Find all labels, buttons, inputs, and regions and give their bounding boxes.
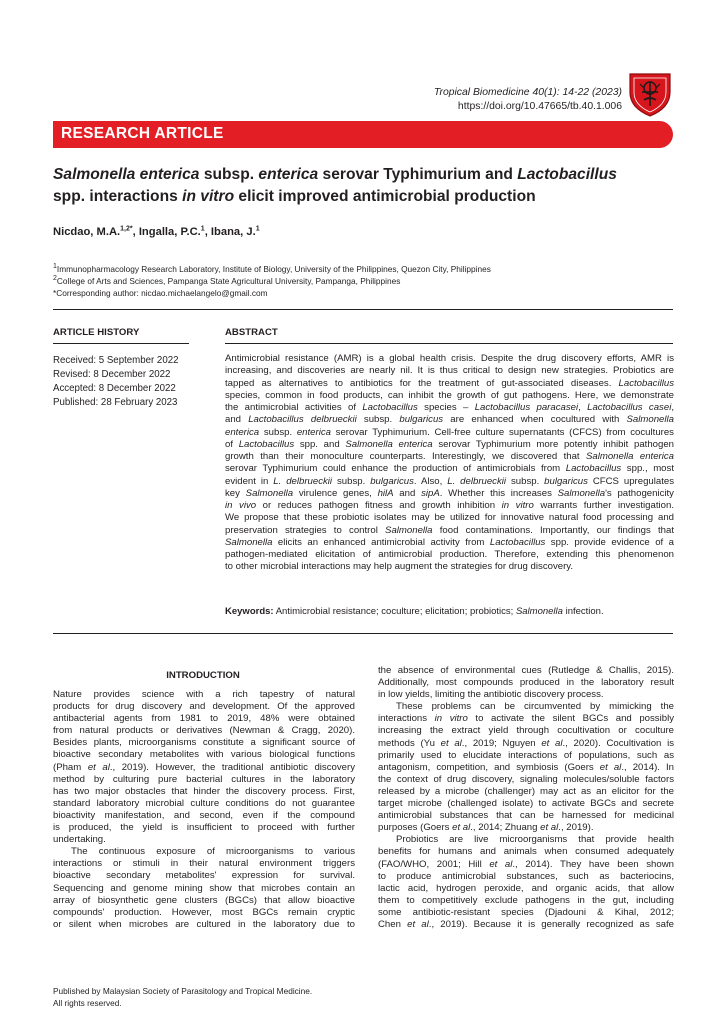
body-line: [378, 919, 674, 931]
body-line: interactions or stimuli in their natural environment triggers: [53, 858, 355, 870]
text-run: Salmonella: [385, 524, 433, 536]
abstract-line: [225, 402, 674, 414]
history-accepted: Accepted: 8 December 2022: [53, 383, 176, 394]
body-line: them to competitively exclude pathogens in the gut, including: [378, 894, 674, 906]
text-run: subsp.: [506, 475, 545, 487]
text-run: bulgaricus: [370, 475, 414, 487]
text-run: Lactobacillus: [489, 536, 546, 548]
text-run: enterica: [296, 426, 331, 438]
body-line: Probiotics are live microorganisms that provide health: [396, 834, 674, 846]
text-run: evident in: [225, 475, 274, 487]
text-run: serovar Typhimurium could enhance the production of antimicrobials from: [225, 463, 566, 475]
text-run: et al: [452, 822, 471, 834]
abstract-line: [225, 488, 674, 500]
text-run: Lactobacillus delbrueckii: [248, 414, 357, 426]
body-column-left: [53, 689, 355, 931]
text-run: subsp.: [259, 426, 297, 438]
text-run: ., 2014). They have been shown: [512, 858, 674, 870]
text-run: key: [225, 487, 246, 499]
abstract-line: [225, 463, 674, 475]
affil-text: Immunopharmacology Research Laboratory, Institute of Biology, University of the Philippines, Quezon City, Philippines: [56, 264, 491, 274]
text-run: bulgaricus: [399, 414, 444, 426]
text-run: the antimicrobial activities of: [225, 402, 363, 413]
abstract-line: [225, 439, 674, 451]
text-run: et al: [440, 737, 462, 749]
text-run: warrants further investigation.: [533, 500, 674, 511]
title-part: elicit improved antimicrobial production: [234, 188, 536, 205]
abstract-line: [225, 525, 674, 537]
text-run: subsp.: [332, 475, 371, 487]
text-run: and: [225, 414, 249, 426]
footer-line: All rights reserved.: [53, 998, 122, 1008]
text-run: Lactobacillus: [362, 402, 418, 413]
article-type-label: RESEARCH ARTICLE: [61, 125, 224, 142]
text-run: et al: [540, 822, 559, 834]
corresponding-author: *Corresponding author: nicdao.michaelangelo@gmail.com: [53, 288, 268, 298]
article-type-banner: [53, 121, 673, 148]
body-line: target microbe (challenged isolate) to activate BGCs and secrete: [378, 798, 674, 810]
keywords: [225, 606, 604, 617]
abstract-line: We propose that these probiotic isolates may be utilized for innovative natural food processing and: [225, 512, 674, 524]
history-heading: ARTICLE HISTORY: [53, 327, 140, 338]
body-line: released by a microbe (challenger) may act as an elicitor for the: [378, 785, 674, 797]
text-run: spp. and: [294, 438, 346, 450]
text-run: preservation strategies to control: [225, 524, 386, 536]
author-name: Nicdao, M.A.: [53, 226, 121, 238]
text-run: Salmonella: [557, 487, 606, 499]
text-run: spp. provide evidence of a: [545, 536, 674, 548]
text-run: Lactobacillus: [618, 377, 674, 389]
text-run: in vitro: [434, 713, 468, 725]
text-run: ,: [671, 402, 674, 413]
abstract-line: to other microbial interactions may help augment the strategies for drug discovery.: [225, 561, 574, 573]
text-run: purposes (Goers: [378, 822, 453, 834]
text-run: Salmonella: [626, 414, 674, 426]
text-run: et al: [541, 737, 563, 749]
body-line: from natural products or derivatives (Newman & Cragg, 2020).: [53, 725, 355, 737]
author-list: [53, 226, 260, 238]
abstract-line: [225, 451, 674, 463]
text-run: Salmonella enterica: [345, 438, 433, 450]
abstract-line: [225, 427, 674, 439]
affiliation-2: [53, 275, 491, 287]
body-line: compounds' production. However, most BGCs remain cryptic: [53, 906, 355, 918]
text-run: et al: [489, 858, 513, 870]
text-run: or reduces pathogen fitness and growth inhibition: [256, 500, 502, 511]
body-line: bioactive secondary metabolites' expression for survival.: [53, 870, 355, 882]
abstract-heading: ABSTRACT: [225, 327, 278, 338]
affil-number: 2: [53, 275, 57, 283]
text-run: L. delbrueckii: [447, 475, 507, 487]
text-run: Lactobacillus casei: [587, 402, 672, 413]
journal-info: [434, 86, 622, 114]
text-run: ., 2014). In: [621, 761, 674, 773]
abstract-line: [225, 414, 674, 426]
affil-text: College of Arts and Sciences, Pampanga State Agricultural University, Pampanga, Philippines: [56, 276, 401, 286]
body-line: [378, 713, 674, 725]
body-line: undertaking.: [53, 834, 106, 846]
divider: [53, 343, 189, 344]
body-line: [53, 762, 355, 774]
body-line: Nature provides science with a rich tapestry of natural: [53, 689, 355, 700]
text-run: spp., most: [621, 463, 674, 475]
affiliation-1: [53, 263, 491, 275]
text-run: species –: [417, 402, 475, 413]
keywords-text: Antimicrobial resistance; coculture; elicitation; probiotics;: [273, 606, 516, 617]
abstract-line: increasing, and discoveries are nearly nil. It is thus critical to design new strategies. Probiotics are: [225, 365, 674, 377]
body-line: products for drug discovery and development. Of the approved: [53, 701, 355, 713]
text-run: ., 2020). Cocultivation is: [562, 737, 675, 749]
body-line: antimicrobial substances that can be harnessed for medicinal: [378, 810, 674, 822]
author-name: , Ingalla, P.C.: [132, 226, 201, 238]
journal-doi[interactable]: https://doi.org/10.47665/tb.40.1.006: [457, 101, 622, 112]
author-name: , Ibana, J.: [204, 226, 256, 238]
text-run: antagonism, competition, and symbiosis (Goers: [378, 761, 600, 773]
title-part: serovar Typhimurium and: [318, 166, 518, 183]
text-run: . Whether this increases: [439, 487, 558, 499]
section-heading-introduction: INTRODUCTION: [166, 670, 240, 681]
text-run: ., 2019). Because it is generally recognized as safe: [428, 918, 674, 930]
body-line: bioactivity manifestation, and second, even if the compound: [53, 809, 355, 821]
body-line: primarily used to elucidate interactions of populations, such as: [378, 749, 674, 761]
text-run: . Also,: [413, 475, 448, 487]
abstract-line: species, common in food products, can inhibit the growth of gut pathogens. Here, we demonstrate: [225, 389, 674, 401]
text-run: ., 2014; Zhuang: [470, 822, 541, 834]
abstract-line: pathogen-mediated elicitation of antimicrobial production. Therefore, extending this phenomenon: [225, 549, 674, 560]
abstract-line: [225, 537, 674, 549]
publisher-footer: [53, 985, 312, 1009]
text-run: Salmonella enterica: [585, 451, 674, 462]
journal-logo-icon: [626, 70, 674, 118]
abstract-line: [225, 500, 674, 512]
text-run: serovar Typhimurium. Cell-free culture supernatants (CFCS) from cocultures: [330, 426, 674, 438]
text-run: Chen: [378, 918, 408, 930]
text-run: (FAO/WHO, 2001; Hill: [378, 858, 490, 870]
text-run: (Pham: [53, 761, 88, 773]
text-run: ., 2019). However, the traditional antibiotic discovery: [109, 761, 355, 773]
history-received: Received: 5 September 2022: [53, 355, 179, 366]
body-line: Besides plants, microorganisms constitute a significant source of: [53, 737, 355, 749]
text-run: ,: [578, 402, 588, 413]
body-line: Sequencing and genome mining show that microbes contain an: [53, 882, 355, 894]
body-line: increasing the extract yield through cocultivation or coculture: [378, 725, 674, 737]
body-line: [378, 859, 674, 871]
body-line: in low yields, limiting the antibiotic discovery process.: [378, 689, 604, 701]
body-line: [378, 822, 674, 834]
abstract-body: [225, 353, 674, 574]
title-part: Salmonella enterica: [53, 166, 200, 183]
text-run: L. delbrueckii: [273, 475, 333, 487]
text-run: to activate the silent BGCs and possibly: [467, 713, 674, 725]
body-line: The continuous exposure of microorganisms to various: [71, 846, 355, 858]
body-column-right: [378, 665, 674, 931]
text-run: bulgaricus: [544, 475, 588, 487]
article-title: [53, 164, 678, 208]
body-line: These problems can be circumvented by mimicking the: [396, 701, 674, 713]
journal-citation: Tropical Biomedicine 40(1): 14-22 (2023): [433, 87, 622, 98]
keywords-text: infection.: [562, 606, 604, 617]
body-line: is produced, the yield is insufficient to proceed with further: [53, 822, 355, 834]
body-line: array of biosynthetic gene clusters (BGCs) that allow bioactive: [53, 894, 355, 906]
title-part: subsp.: [199, 166, 259, 183]
text-run: in vitro: [501, 500, 534, 511]
text-run: et al: [407, 918, 429, 930]
text-run: Lactobacillus paracasei: [474, 402, 579, 413]
title-part: Lactobacillus: [517, 166, 617, 183]
abstract-line: Antimicrobial resistance (AMR) is a global health crisis. Despite the drug discovery efforts, AMR is: [225, 353, 674, 364]
text-run: CFCS upregulates: [587, 475, 675, 487]
text-run: Lactobacillus: [238, 438, 295, 450]
text-run: enterica: [225, 426, 260, 438]
affil-number: 1: [53, 263, 57, 271]
text-run: are enhanced when cocultured with: [443, 414, 627, 426]
body-line: [378, 738, 674, 750]
body-line: method by culturing pure bacterial cultures in the laboratory: [53, 773, 355, 785]
divider: [225, 343, 673, 344]
text-run: ., 2019).: [558, 822, 594, 834]
title-part: spp. interactions: [53, 188, 183, 205]
divider: [53, 633, 673, 634]
body-line: standard laboratory microbial culture conditions do not guarantee: [53, 797, 355, 809]
body-line: the absence of environmental cues (Rutledge & Challis, 2015).: [378, 665, 674, 676]
text-run: and: [393, 487, 422, 499]
body-line: has two major obstacles that hinder the discovery process. First,: [53, 785, 355, 797]
text-run: ., 2019; Nguyen: [461, 737, 542, 749]
text-run: sipA: [421, 487, 440, 499]
text-run: Salmonella: [245, 487, 294, 499]
keywords-text: Salmonella: [515, 606, 563, 617]
history-revised: Revised: 8 December 2022: [53, 369, 171, 380]
text-run: tapped as alternatives to antibiotics for the treatment of gut-associated diseases.: [225, 377, 612, 389]
body-line: or silent when microbes are cultured in the laboratory due to: [53, 918, 355, 930]
text-run: hilA: [377, 487, 394, 499]
body-line: the context of drug discovery, signaling molecules/soluble factors: [378, 773, 674, 785]
text-run: et al: [87, 761, 110, 773]
abstract-line: [225, 476, 674, 488]
author-affil-mark: 1: [255, 225, 260, 233]
keywords-label: Keywords:: [225, 606, 274, 617]
text-run: serovar Typhimurium more potently inhibit pathogen: [432, 438, 675, 450]
text-run: virulence genes,: [293, 487, 378, 499]
text-run: elicits an enhanced antimicrobial activity from: [272, 536, 490, 548]
body-line: benefits for humans and animals when consumed adequately: [378, 846, 674, 858]
text-run: interactions: [378, 713, 435, 725]
text-run: of: [225, 438, 239, 450]
footer-line: Published by Malaysian Society of Parasitology and Tropical Medicine.: [53, 986, 313, 996]
body-line: bioactive secondary metabolites with various biological functions: [53, 749, 355, 761]
history-list: [53, 354, 178, 410]
body-line: lactic acid, hydrogen peroxide, and organic acids, that allow: [378, 882, 674, 894]
body-line: to produce antimicrobial substances, such as bacteriocins,: [378, 870, 674, 882]
text-run: Lactobacillus: [565, 463, 622, 475]
author-affil-mark: 1: [200, 225, 205, 233]
body-line: [378, 762, 674, 774]
title-part: enterica: [258, 166, 319, 183]
text-run: food contaminations. Importantly, our findings that: [432, 524, 674, 536]
text-run: et al: [599, 761, 622, 773]
text-run: growth than their monoculture counterparts. Interestingly, we discovered that: [225, 451, 586, 462]
text-run: methods (Yu: [378, 737, 441, 749]
affiliations: [53, 263, 491, 299]
history-published: Published: 28 February 2023: [53, 397, 178, 408]
body-line: some antibiotic-resistant species (Djadouni & Kihal, 2012;: [378, 906, 674, 918]
text-run: 's pathogenicity: [605, 487, 674, 499]
body-line: Additionally, most compounds produced in the laboratory result: [378, 677, 674, 689]
text-run: subsp.: [356, 414, 400, 426]
title-part: in vitro: [182, 188, 235, 205]
text-run: Salmonella: [225, 536, 273, 548]
body-line: antibacterial agents from 1981 to 2019, 48% were obtained: [53, 713, 355, 725]
divider: [53, 309, 673, 310]
abstract-line: [225, 378, 674, 390]
text-run: in vivo: [225, 500, 257, 511]
author-affil-mark: 1,2*: [120, 225, 133, 233]
